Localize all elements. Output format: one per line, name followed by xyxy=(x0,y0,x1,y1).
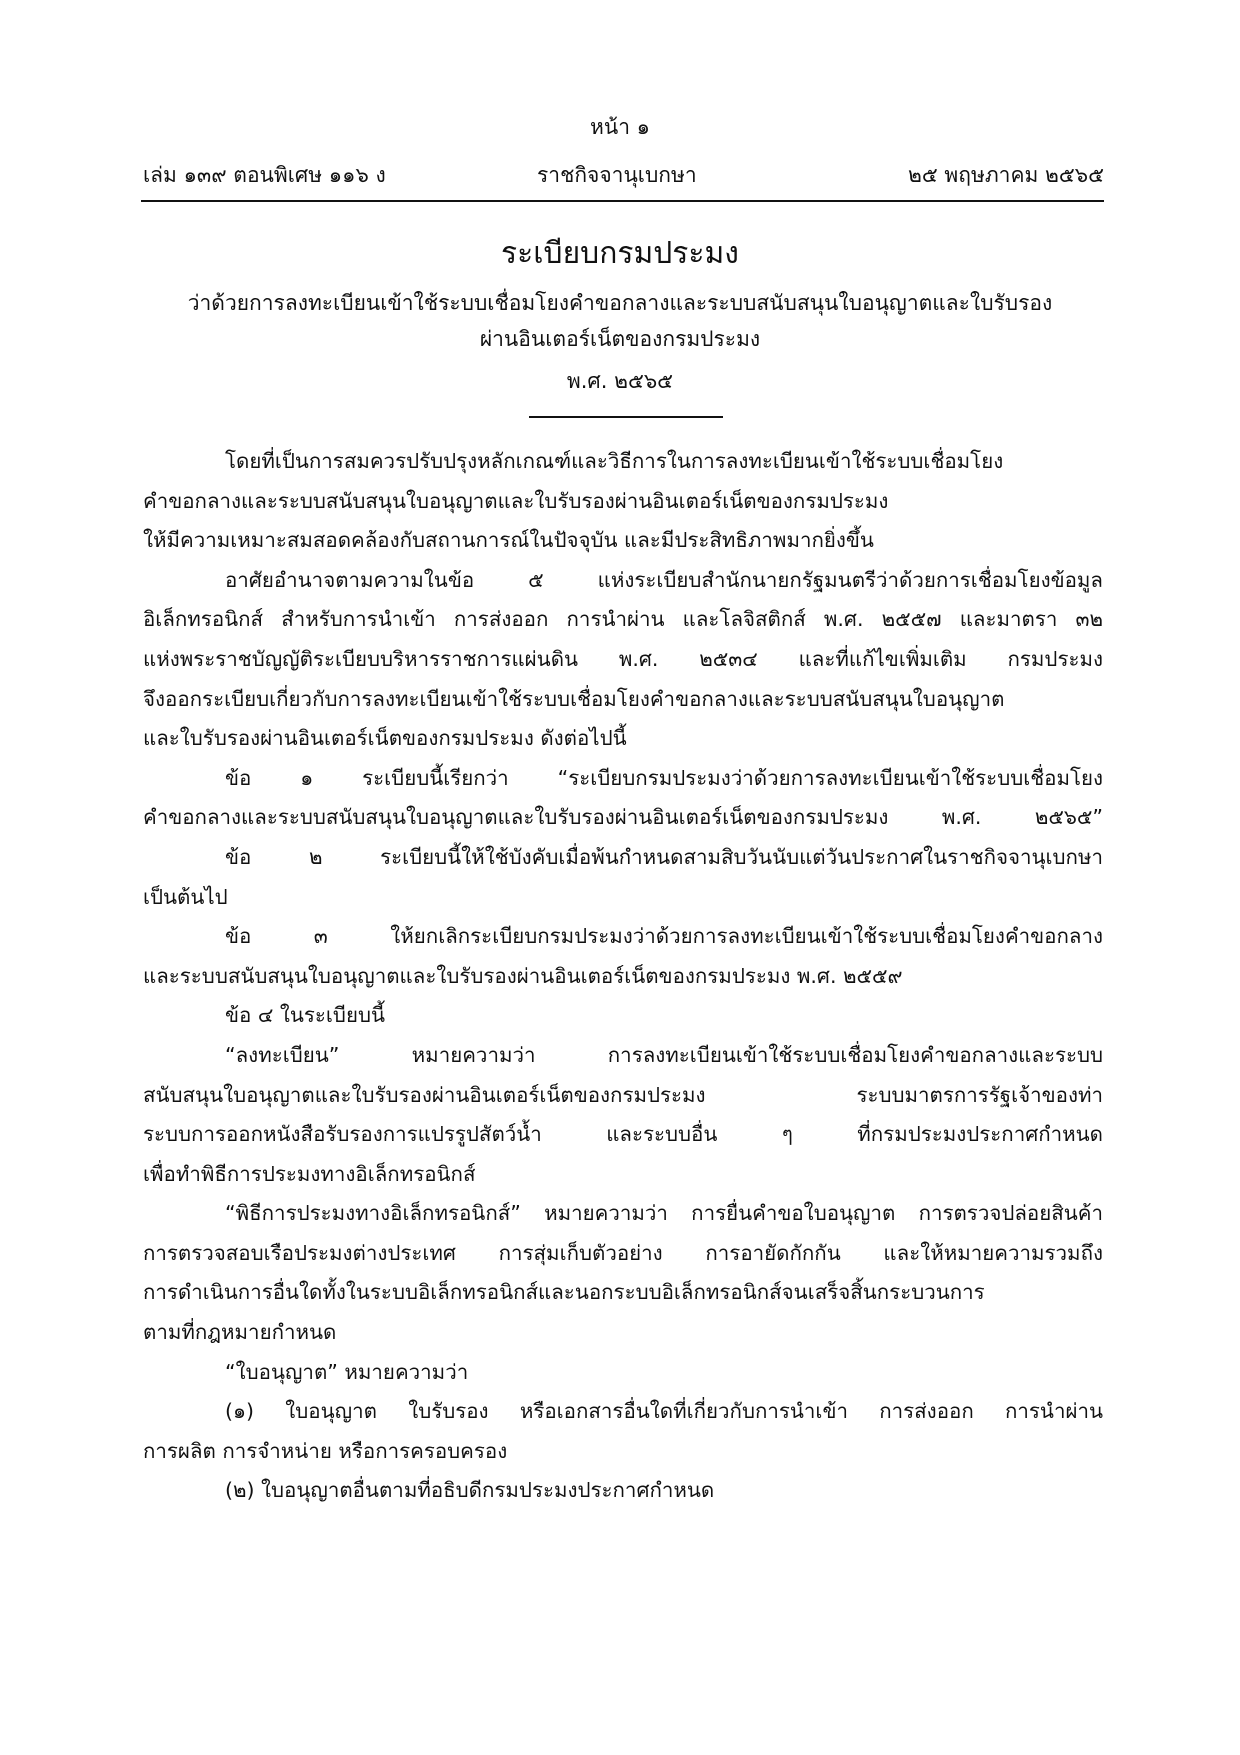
document-title: ระเบียบกรมประมง xyxy=(501,236,739,271)
body-line: สนับสนุนใบอนุญาตและใบรับรองผ่านอินเตอร์เน็ตของกรมประมง ระบบมาตรการรัฐเจ้าของท่า xyxy=(143,1082,1103,1107)
body-line: อาศัยอำนาจตามความในข้อ ๕ แห่งระเบียบสำนักนายกรัฐมนตรีว่าด้วยการเชื่อมโยงข้อมูล xyxy=(225,567,1103,592)
title-separator xyxy=(529,416,723,418)
document-year: พ.ศ. ๒๕๖๕ xyxy=(566,369,674,393)
body-line: (๒) ใบอนุญาตอื่นตามที่อธิบดีกรมประมงประกาศกำหนด xyxy=(225,1478,715,1503)
body-line: “ใบอนุญาต” หมายความว่า xyxy=(225,1359,469,1384)
body-line: การตรวจสอบเรือประมงต่างประเทศ การสุ่มเก็บตัวอย่าง การอายัดกักกัน และให้หมายความรวมถึง xyxy=(143,1240,1103,1265)
body-line: “ลงทะเบียน” หมายความว่า การลงทะเบียนเข้าใช้ระบบเชื่อมโยงคำขอกลางและระบบ xyxy=(225,1042,1103,1067)
body-line: เพื่อทำพิธีการประมงทางอิเล็กทรอนิกส์ xyxy=(143,1161,476,1186)
page-number: หน้า ๑ xyxy=(590,115,650,139)
body-line: แห่งพระราชบัญญัติระเบียบบริหารราชการแผ่นดิน พ.ศ. ๒๕๓๔ และที่แก้ไขเพิ่มเติม กรมประมง xyxy=(143,646,1103,671)
body-line: การผลิต การจำหน่าย หรือการครอบครอง xyxy=(143,1438,508,1463)
body-line: ข้อ ๔ ในระเบียบนี้ xyxy=(225,1003,385,1028)
body-line: และระบบสนับสนุนใบอนุญาตและใบรับรองผ่านอินเตอร์เน็ตของกรมประมง พ.ศ. ๒๕๕๙ xyxy=(143,963,903,988)
header-rule xyxy=(141,200,1104,202)
body-line: จึงออกระเบียบเกี่ยวกับการลงทะเบียนเข้าใช้ระบบเชื่อมโยงคำขอกลางและระบบสนับสนุนใบอนุญาต xyxy=(143,686,1005,711)
body-line: คำขอกลางและระบบสนับสนุนใบอนุญาตและใบรับรองผ่านอินเตอร์เน็ตของกรมประมง พ.ศ. ๒๕๖๕” xyxy=(143,805,1103,830)
body-line: โดยที่เป็นการสมควรปรับปรุงหลักเกณฑ์และวิธีการในการลงทะเบียนเข้าใช้ระบบเชื่อมโยง xyxy=(225,449,1004,473)
body-line: การดำเนินการอื่นใดทั้งในระบบอิเล็กทรอนิกส์และนอกระบบอิเล็กทรอนิกส์จนเสร็จสิ้นกระบวนการ xyxy=(143,1280,985,1305)
body-line: และใบรับรองผ่านอินเตอร์เน็ตของกรมประมง ดังต่อไปนี้ xyxy=(143,726,627,751)
document-subtitle-line-2: ผ่านอินเตอร์เน็ตของกรมประมง xyxy=(479,327,761,351)
body-line: คำขอกลางและระบบสนับสนุนใบอนุญาตและใบรับรองผ่านอินเตอร์เน็ตของกรมประมง xyxy=(143,488,889,513)
volume-issue: เล่ม ๑๓๙ ตอนพิเศษ ๑๑๖ ง xyxy=(143,163,386,187)
publication-date: ๒๕ พฤษภาคม ๒๕๖๕ xyxy=(908,163,1104,187)
body-line: เป็นต้นไป xyxy=(143,884,228,909)
body-line: อิเล็กทรอนิกส์ สำหรับการนำเข้า การส่งออก การนำผ่าน และโลจิสติกส์ พ.ศ. ๒๕๕๗ และมาตรา ๓๒ xyxy=(143,607,1103,632)
document-body xyxy=(143,442,1103,1511)
body-line: ตามที่กฎหมายกำหนด xyxy=(143,1320,337,1345)
document-subtitle-line-1: ว่าด้วยการลงทะเบียนเข้าใช้ระบบเชื่อมโยงคำขอกลางและระบบสนับสนุนใบอนุญาตและใบรับรอง xyxy=(187,291,1053,315)
body-line: ข้อ ๒ ระเบียบนี้ให้ใช้บังคับเมื่อพ้นกำหนดสามสิบวันนับแต่วันประกาศในราชกิจจานุเบกษา xyxy=(225,844,1103,869)
body-line: ระบบการออกหนังสือรับรองการแปรรูปสัตว์น้ำ และระบบอื่น ๆ ที่กรมประมงประกาศกำหนด xyxy=(143,1122,1103,1147)
gazette-name: ราชกิจจานุเบกษา xyxy=(537,163,697,187)
body-line: ข้อ ๑ ระเบียบนี้เรียกว่า “ระเบียบกรมประมงว่าด้วยการลงทะเบียนเข้าใช้ระบบเชื่อมโยง xyxy=(225,765,1103,790)
body-line: (๑) ใบอนุญาต ใบรับรอง หรือเอกสารอื่นใดที่เกี่ยวกับการนำเข้า การส่งออก การนำผ่าน xyxy=(225,1399,1103,1424)
body-line: ข้อ ๓ ให้ยกเลิกระเบียบกรมประมงว่าด้วยการลงทะเบียนเข้าใช้ระบบเชื่อมโยงคำขอกลาง xyxy=(225,924,1103,949)
body-line: ให้มีความเหมาะสมสอดคล้องกับสถานการณ์ในปัจจุบัน และมีประสิทธิภาพมากยิ่งขึ้น xyxy=(143,528,874,553)
body-line: “พิธีการประมงทางอิเล็กทรอนิกส์” หมายความว่า การยื่นคำขอใบอนุญาต การตรวจปล่อยสินค้า xyxy=(225,1201,1103,1226)
